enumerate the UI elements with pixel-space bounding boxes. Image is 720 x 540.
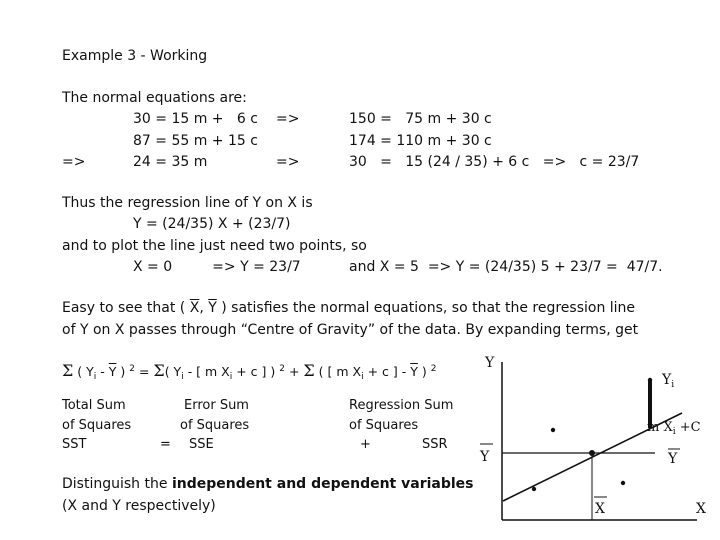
sse-label-2: of Squares (180, 418, 250, 433)
result-equation-2: 174 = 110 m + 30 c (349, 133, 492, 149)
data-point (589, 450, 595, 456)
implies-arrow-2: => (276, 154, 300, 170)
sse-label-1: Error Sum (184, 398, 249, 413)
y-bar: $\overline{Y}$ (208, 300, 217, 316)
y-axis-label: Y (485, 355, 495, 371)
data-point (532, 487, 536, 491)
two-points-text: and to plot the line just need two points, so (62, 238, 367, 254)
sum-of-squares-formula: Σ ( $Y_i - \overline{Y}$ ) $^2$ = Σ( $Y_i$ - [ m $X_i + c$ ] ) $^2$ + Σ ( [ m $X_i + c$ ] - $\overline{Y}$ ) $^2$ (62, 361, 437, 382)
yi-label: $Y_i$ (662, 372, 675, 390)
ybar-label-right: Y (668, 451, 678, 467)
distinguish-sentence-2: (X and Y respectively) (62, 498, 216, 514)
point-x5: and X = 5 => Y = (24/35) 5 + 23/7 = 47/7. (349, 259, 663, 275)
equation-3: 24 = 35 m (133, 154, 208, 170)
ssr-label-3: SSR (422, 437, 448, 452)
x-axis-label: X (696, 501, 706, 517)
xbar-label: X (595, 501, 605, 517)
centroid-sentence-2: of Y on X passes through “Centre of Gravity” of the data. By expanding terms, get (62, 322, 639, 338)
equation-2: 87 = 55 m + 15 c (133, 133, 258, 149)
equation-1: 30 = 15 m + 6 c (133, 111, 258, 127)
result-equation-3: 30 = 15 (24 / 35) + 6 c => c = 23/7 (349, 154, 640, 170)
data-point (621, 481, 625, 485)
regression-line-equation: Y = (24/35) X + (23/7) (133, 216, 291, 232)
implies-arrow-left: => (62, 154, 86, 170)
mxi-plus-c-label: m $X_i +C$ (647, 420, 701, 437)
data-point (551, 428, 555, 432)
point-x0: X = 0 => Y = 23/7 (133, 259, 301, 275)
ybar-label-left: Y (480, 449, 490, 465)
sst-label-3: SST (62, 437, 87, 452)
sst-label-2: of Squares (62, 418, 132, 433)
ssr-label-1: Regression Sum (349, 398, 454, 413)
data-point (648, 378, 652, 382)
centroid-sentence: Easy to see that ( $\overline{X}$, $\overline{Y}$ ) satisfies the normal equations, so that the regression line (62, 300, 636, 316)
implies-arrow-1: => (276, 111, 300, 127)
sst-label-1: Total Sum (62, 398, 126, 413)
equals-sign: = (160, 437, 171, 452)
x-bar: $\overline{X}$ (189, 300, 200, 316)
result-equation-1: 150 = 75 m + 30 c (349, 111, 492, 127)
regression-line-intro: Thus the regression line of Y on X is (62, 195, 313, 211)
ssr-label-2: of Squares (349, 418, 419, 433)
distinguish-sentence: Distinguish the independent and dependent variables (62, 476, 474, 492)
normal-equations-intro: The normal equations are: (62, 90, 247, 106)
sse-label-3: SSE (189, 437, 214, 452)
plus-sign: + (360, 437, 371, 452)
page-title: Example 3 - Working (62, 48, 208, 64)
